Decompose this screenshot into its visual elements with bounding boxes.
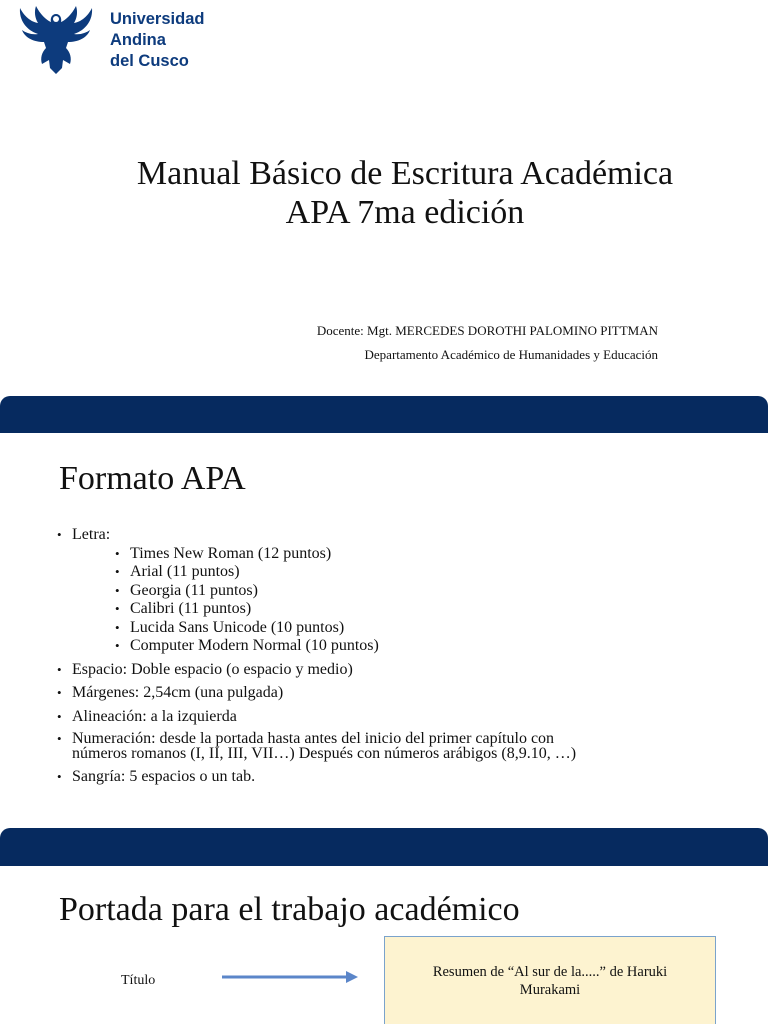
- university-line-1: Universidad: [110, 10, 205, 28]
- university-line-2: Andina: [110, 31, 166, 49]
- manual-title-line-2: APA 7ma edición: [285, 194, 525, 231]
- titulo-label: Título: [121, 973, 156, 988]
- font-sublist: [57, 545, 747, 656]
- list-item-sangria: • Sangría: 5 espacios o un tab.: [57, 768, 747, 787]
- list-item: • Georgia (11 puntos): [57, 582, 747, 601]
- letra-label: Letra:: [72, 526, 111, 543]
- docente-credit: Docente: Mgt. MERCEDES DOROTHI PALOMINO PITTMAN: [316, 323, 658, 338]
- list-item: • Computer Modern Normal (10 puntos): [57, 637, 747, 656]
- list-item-margenes: • Márgenes: 2,54cm (una pulgada): [57, 684, 747, 703]
- list-item: • Lucida Sans Unicode (10 puntos): [57, 619, 747, 638]
- eagle-logo-icon: [16, 2, 96, 76]
- department-credit: Departamento Académico de Humanidades y Educación: [364, 347, 658, 362]
- manual-title-line-1: Manual Básico de Escritura Académica: [136, 155, 674, 192]
- list-item-alineacion: • Alineación: a la izquierda: [57, 708, 747, 727]
- numeracion-line-2: números romanos (I, II, III, VII…) Después con números arábigos (8,9.10, …): [72, 745, 577, 762]
- list-item-letra: [57, 526, 747, 545]
- numeracion-line-1: • Numeración: desde la portada hasta antes del inicio del primer capítulo con: [72, 730, 555, 747]
- list-item-numeracion: [57, 731, 747, 761]
- university-name: [110, 9, 204, 72]
- slide-title: Formato APA: [59, 460, 246, 497]
- list-item: • Calibri (11 puntos): [57, 600, 747, 619]
- list-item: • Arial (11 puntos): [57, 563, 747, 582]
- slide-cover: [0, 0, 768, 396]
- right-arrow-icon: [220, 967, 360, 987]
- title-example-line-2: Murakami: [519, 982, 581, 998]
- list-item: • Times New Roman (12 puntos): [57, 545, 747, 564]
- title-example-box: [384, 936, 716, 1024]
- title-example-line-1: Resumen de “Al sur de la.....” de Haruki: [432, 964, 668, 980]
- slide-title: Portada para el trabajo académico: [59, 891, 520, 928]
- slide-separator-band: [0, 396, 768, 433]
- title-example-text: [385, 963, 715, 999]
- list-item-espacio: • Espacio: Doble espacio (o espacio y medio): [57, 661, 747, 680]
- slide-separator-band: [0, 828, 768, 866]
- university-line-3: del Cusco: [110, 52, 189, 70]
- format-bullet-list: [57, 526, 747, 792]
- manual-title: [0, 154, 768, 232]
- slide-portada: [0, 866, 768, 1024]
- slide-formato-apa: [0, 433, 768, 828]
